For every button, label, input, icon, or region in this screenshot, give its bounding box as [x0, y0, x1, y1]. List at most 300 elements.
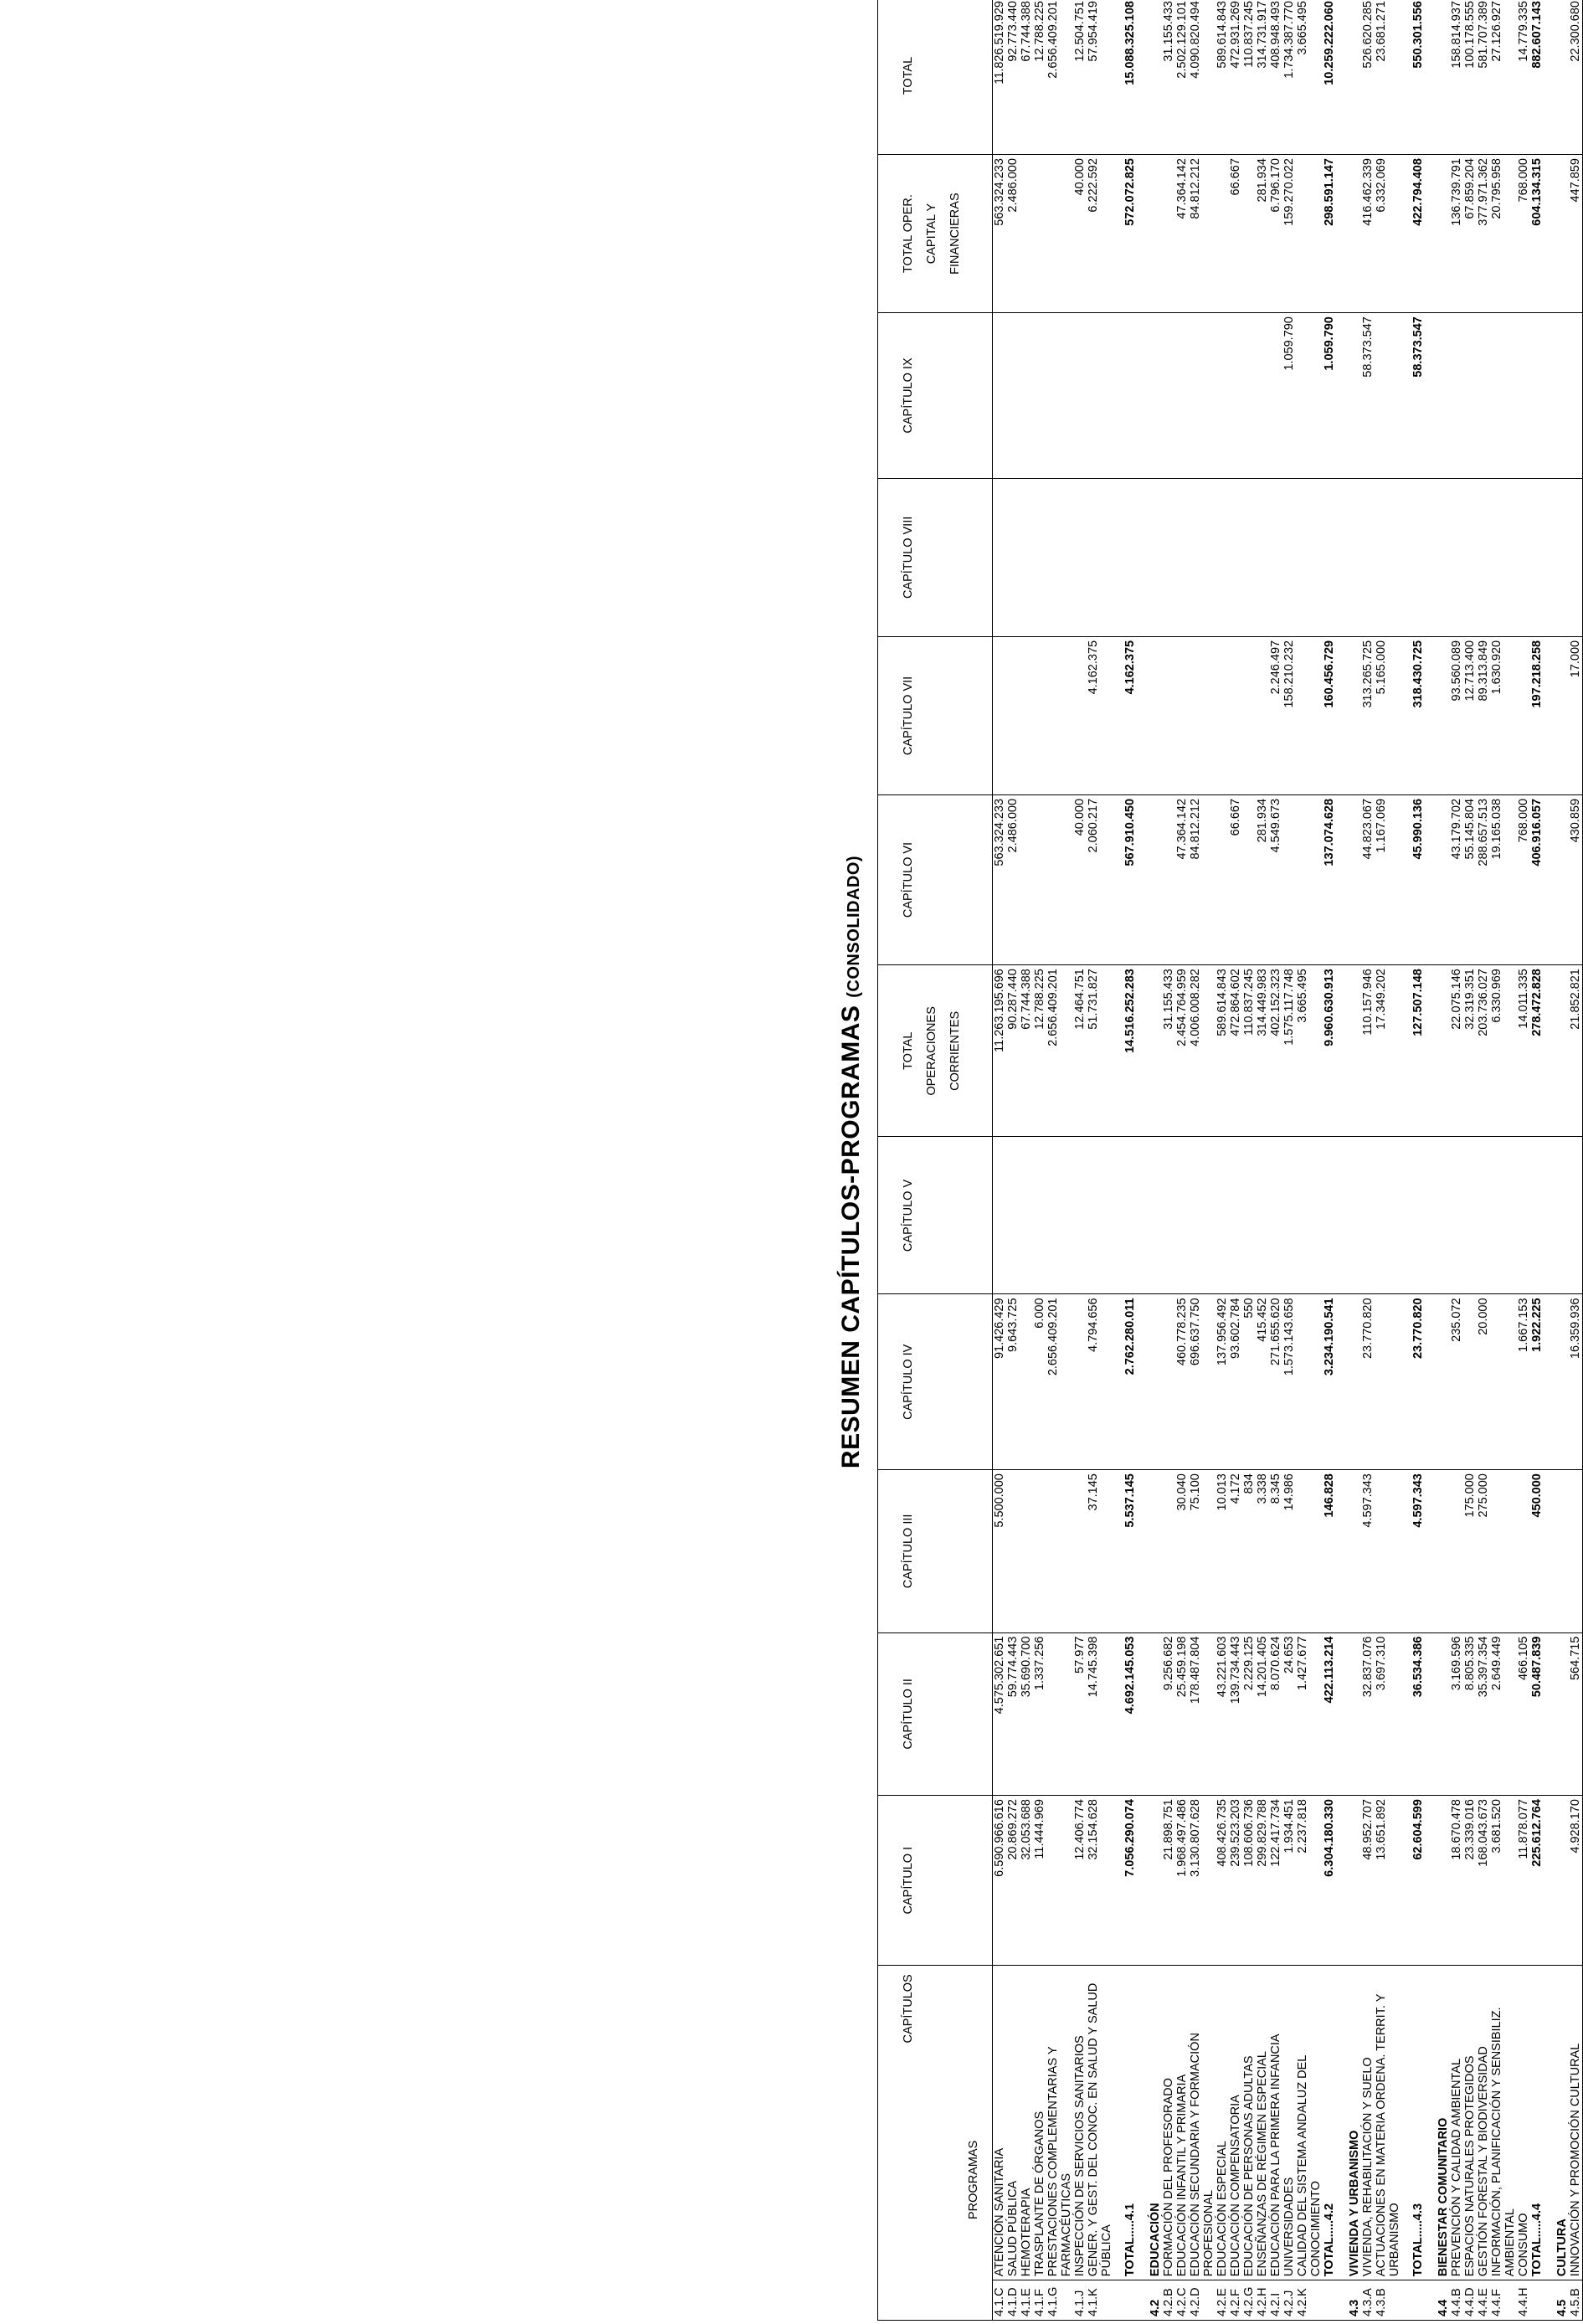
value-cell-t: 31.155.433	[1162, 0, 1175, 155]
program-code-cell	[1401, 2280, 1425, 2321]
value-cell-c6	[1033, 794, 1046, 964]
value-cell-c9	[1336, 313, 1361, 479]
program-code-cell: 4.2.E	[1216, 2280, 1229, 2321]
value-cell-c3	[1006, 1470, 1020, 1632]
value-cell-c1: 408.426.735	[1216, 1796, 1229, 1966]
value-cell-c7	[1006, 636, 1020, 794]
program-name-cell: VIVIENDA, REHABILITACIÓN Y SUELO	[1361, 1966, 1375, 2280]
program-name-cell: HEMOTERAPIA	[1020, 1966, 1033, 2280]
value-cell-c4	[1162, 1294, 1175, 1470]
value-cell-c4	[1073, 1294, 1087, 1470]
value-cell-c4: 235.072	[1450, 1294, 1463, 1470]
program-name-cell: GENER. Y GEST. DEL CONOC. EN SALUD Y SALUD PÚBLICA	[1087, 1966, 1113, 2280]
value-cell-tc: 11.263.195.696	[993, 965, 1007, 1137]
title-subtitle: (CONSOLIDADO)	[845, 855, 863, 998]
program-code-cell: 4.2.I	[1269, 2280, 1282, 2321]
program-code-cell: 4.4.B	[1450, 2280, 1463, 2321]
value-cell-c6: 44.823.067	[1361, 794, 1375, 964]
value-cell-c3: 146.828	[1323, 1470, 1336, 1632]
value-cell-t	[1336, 0, 1361, 155]
value-cell-c9	[1216, 313, 1229, 479]
value-cell-t: 581.707.389	[1477, 0, 1490, 155]
table-row	[1477, 0, 1490, 2321]
value-cell-c6	[1282, 794, 1296, 964]
value-cell-c6: 281.934	[1256, 794, 1269, 964]
value-cell-c4: 460.778.235	[1175, 1294, 1189, 1470]
value-cell-c8	[1006, 478, 1020, 636]
value-cell-to: 563.324.233	[993, 155, 1007, 313]
program-code-cell: 4.2.B	[1162, 2280, 1175, 2321]
value-cell-c3: 5.500.000	[993, 1470, 1007, 1632]
value-cell-c7	[1242, 636, 1256, 794]
value-cell-tc	[1425, 965, 1450, 1137]
value-cell-c6: 563.324.233	[993, 794, 1007, 964]
value-cell-c8	[1020, 478, 1033, 636]
value-cell-c5	[1006, 1137, 1020, 1294]
value-cell-c8	[1137, 478, 1162, 636]
value-cell-c1: 48.952.707	[1361, 1796, 1375, 1966]
value-cell-c8	[1162, 478, 1175, 636]
value-cell-c5	[1336, 1137, 1361, 1294]
total-row	[1113, 0, 1137, 2321]
table-row	[1162, 0, 1175, 2321]
value-cell-c8	[1336, 478, 1361, 636]
header-total-corr-line3: CORRIENTES	[948, 1010, 962, 1091]
value-cell-c9	[1490, 313, 1517, 479]
value-cell-c1: 299.829.788	[1256, 1796, 1269, 1966]
value-cell-c2: 139.734.443	[1229, 1632, 1242, 1795]
value-cell-c3	[1569, 1470, 1583, 1632]
value-cell-c9	[1113, 313, 1137, 479]
table-row	[1450, 0, 1463, 2321]
program-name-cell: PRESTACIONES COMPLEMENTARIAS Y FARMACÉUTICAS	[1046, 1966, 1073, 2280]
value-cell-t	[1137, 0, 1162, 155]
value-cell-tc: 51.731.827	[1087, 965, 1113, 1137]
value-cell-c3	[1375, 1470, 1401, 1632]
header-cap5: CAPÍTULO V	[878, 1137, 993, 1294]
value-cell-c8	[1113, 478, 1137, 636]
value-cell-c5	[1189, 1137, 1216, 1294]
value-cell-to: 416.462.339	[1361, 155, 1375, 313]
value-cell-c3: 4.597.343	[1361, 1470, 1375, 1632]
value-cell-tc: 278.472.828	[1530, 965, 1544, 1137]
value-cell-c5	[1463, 1137, 1477, 1294]
value-cell-c2: 35.397.354	[1477, 1632, 1490, 1795]
value-cell-c5	[1162, 1137, 1175, 1294]
value-cell-c9	[1162, 313, 1175, 479]
header-cap1: CAPÍTULO I	[878, 1796, 993, 1966]
table-row	[1020, 0, 1033, 2321]
value-cell-tc: 21.852.821	[1569, 965, 1583, 1137]
value-cell-c9: 58.373.547	[1401, 313, 1425, 479]
value-cell-c4: 6.000	[1033, 1294, 1046, 1470]
value-cell-t: 314.731.917	[1256, 0, 1269, 155]
value-cell-c4: 550	[1242, 1294, 1256, 1470]
program-name-cell: TOTAL.....4.4	[1530, 1966, 1544, 2280]
value-cell-t: 10.259.222.060	[1323, 0, 1336, 155]
total-row	[1530, 0, 1544, 2321]
value-cell-c5	[1323, 1137, 1336, 1294]
value-cell-tc: 6.330.969	[1490, 965, 1517, 1137]
value-cell-c7	[1296, 636, 1323, 794]
value-cell-t: 158.814.937	[1450, 0, 1463, 155]
value-cell-t: 1.734.387.770	[1282, 0, 1296, 155]
value-cell-to: 40.000	[1073, 155, 1087, 313]
value-cell-to: 66.667	[1229, 155, 1242, 313]
table-row	[1269, 0, 1282, 2321]
value-cell-c6: 66.667	[1229, 794, 1242, 964]
value-cell-t: 2.502.129.101	[1175, 0, 1189, 155]
value-cell-c4: 91.426.429	[993, 1294, 1007, 1470]
value-cell-t: 110.837.245	[1242, 0, 1256, 155]
value-cell-c2: 24.653	[1282, 1632, 1296, 1795]
value-cell-c2: 2.229.125	[1242, 1632, 1256, 1795]
program-name-cell: BIENESTAR COMUNITARIO	[1425, 1966, 1450, 2280]
value-cell-c2: 57.977	[1073, 1632, 1087, 1795]
value-cell-to: 84.812.212	[1189, 155, 1216, 313]
value-cell-t: 15.088.325.108	[1113, 0, 1137, 155]
value-cell-c9	[1087, 313, 1113, 479]
value-cell-c7	[1020, 636, 1033, 794]
value-cell-c8	[1073, 478, 1087, 636]
program-name-cell: ESPACIOS NATURALES PROTEGIDOS	[1463, 1966, 1477, 2280]
value-cell-c1: 3.130.807.628	[1189, 1796, 1216, 1966]
value-cell-c2: 14.201.405	[1256, 1632, 1269, 1795]
value-cell-c1: 6.590.966.616	[993, 1796, 1007, 1966]
value-cell-c9	[1450, 313, 1463, 479]
value-cell-to: 377.971.362	[1477, 155, 1490, 313]
value-cell-c3: 4.172	[1229, 1470, 1242, 1632]
value-cell-c4: 9.643.725	[1006, 1294, 1020, 1470]
value-cell-t: 3.665.495	[1296, 0, 1323, 155]
value-cell-c5	[1530, 1137, 1544, 1294]
value-cell-to: 768.000	[1517, 155, 1530, 313]
value-cell-c7	[1137, 636, 1162, 794]
value-cell-c1: 168.043.673	[1477, 1796, 1490, 1966]
program-name-cell: EDUCACIÓN SECUNDARIA Y FORMACIÓN PROFESIONAL	[1189, 1966, 1216, 2280]
value-cell-c2: 422.113.214	[1323, 1632, 1336, 1795]
value-cell-c5	[1269, 1137, 1282, 1294]
value-cell-c6: 406.916.057	[1530, 794, 1544, 964]
value-cell-c5	[1046, 1137, 1073, 1294]
program-code-cell: 4.5.B	[1569, 2280, 1583, 2321]
value-cell-c5	[1073, 1137, 1087, 1294]
value-cell-t: 23.681.271	[1375, 0, 1401, 155]
value-cell-tc	[1336, 965, 1361, 1137]
title-main: RESUMEN CAPÍTULOS-PROGRAMAS	[837, 1005, 865, 1469]
value-cell-c6	[1296, 794, 1323, 964]
program-code-cell: 4.2.C	[1175, 2280, 1189, 2321]
value-cell-c6: 768.000	[1517, 794, 1530, 964]
value-cell-c8	[1296, 478, 1323, 636]
value-cell-c8	[1569, 478, 1583, 636]
value-cell-c3: 175.000	[1463, 1470, 1477, 1632]
total-row	[1323, 0, 1336, 2321]
value-cell-c9: 1.059.790	[1323, 313, 1336, 479]
value-cell-c3	[1544, 1470, 1569, 1632]
value-cell-c7: 12.713.400	[1463, 636, 1477, 794]
header-capitulos: CAPÍTULOS	[902, 1974, 915, 2044]
value-cell-c7: 17.000	[1569, 636, 1583, 794]
table-row	[1517, 0, 1530, 2321]
value-cell-to: 281.934	[1256, 155, 1269, 313]
value-cell-c5	[1477, 1137, 1490, 1294]
program-code-cell: 4.2.J	[1282, 2280, 1296, 2321]
program-code-cell	[1323, 2280, 1336, 2321]
program-name-cell: CONSUMO	[1517, 1966, 1530, 2280]
value-cell-tc: 589.614.843	[1216, 965, 1229, 1137]
value-cell-c5	[1490, 1137, 1517, 1294]
program-code-cell: 4.4	[1425, 2280, 1450, 2321]
section-header-row	[1336, 0, 1361, 2321]
value-cell-c8	[1401, 478, 1425, 636]
value-cell-tc: 402.152.323	[1269, 965, 1282, 1137]
value-cell-c3: 37.145	[1087, 1470, 1113, 1632]
value-cell-c7: 197.218.258	[1530, 636, 1544, 794]
value-cell-c5	[1033, 1137, 1046, 1294]
value-cell-c9	[1137, 313, 1162, 479]
header-total-oper-capital	[878, 155, 993, 313]
value-cell-c3: 75.100	[1189, 1470, 1216, 1632]
value-cell-tc: 67.744.388	[1020, 965, 1033, 1137]
program-name-cell: SALUD PÚBLICA	[1006, 1966, 1020, 2280]
program-name-cell: EDUCACIÓN ESPECIAL	[1216, 1966, 1229, 2280]
value-cell-c8	[1033, 478, 1046, 636]
value-cell-c6: 1.167.069	[1375, 794, 1401, 964]
program-name-cell: ACTUACIONES EN MATERIA ORDENA. TERRIT. Y URBANISMO	[1375, 1966, 1401, 2280]
value-cell-c7: 89.313.849	[1477, 636, 1490, 794]
value-cell-c5	[1229, 1137, 1242, 1294]
value-cell-c8	[1087, 478, 1113, 636]
value-cell-to: 67.859.204	[1463, 155, 1477, 313]
value-cell-c6	[1020, 794, 1033, 964]
value-cell-c6	[1137, 794, 1162, 964]
value-cell-c3	[1020, 1470, 1033, 1632]
table-row	[1361, 0, 1375, 2321]
value-cell-c6	[1046, 794, 1073, 964]
value-cell-c3: 275.000	[1477, 1470, 1490, 1632]
value-cell-tc: 203.736.027	[1477, 965, 1490, 1137]
program-code-cell: 4.1.D	[1006, 2280, 1020, 2321]
value-cell-c9	[1033, 313, 1046, 479]
program-code-cell: 4.2.D	[1189, 2280, 1216, 2321]
value-cell-c3: 834	[1242, 1470, 1256, 1632]
value-cell-c8	[1361, 478, 1375, 636]
program-code-cell: 4.1.F	[1033, 2280, 1046, 2321]
value-cell-c7: 2.246.497	[1269, 636, 1282, 794]
program-code-cell: 4.4.F	[1490, 2280, 1517, 2321]
value-cell-c4	[1296, 1294, 1323, 1470]
value-cell-c4: 415.452	[1256, 1294, 1269, 1470]
value-cell-c8	[1490, 478, 1517, 636]
value-cell-c1: 11.444.969	[1033, 1796, 1046, 1966]
value-cell-c1: 108.606.736	[1242, 1796, 1256, 1966]
value-cell-c4	[1425, 1294, 1450, 1470]
value-cell-to: 422.794.408	[1401, 155, 1425, 313]
program-name-cell: FORMACIÓN DEL PROFESORADO	[1162, 1966, 1175, 2280]
value-cell-t: 57.954.419	[1087, 0, 1113, 155]
program-name-cell: UNIVERSIDADES	[1282, 1966, 1296, 2280]
value-cell-to	[1425, 155, 1450, 313]
value-cell-to	[1242, 155, 1256, 313]
value-cell-c3	[1336, 1470, 1361, 1632]
value-cell-to: 6.796.170	[1269, 155, 1282, 313]
header-programas: PROGRAMAS	[967, 2140, 980, 2219]
value-cell-c6: 137.074.628	[1323, 794, 1336, 964]
value-cell-c1: 1.968.497.486	[1175, 1796, 1189, 1966]
value-cell-to	[1137, 155, 1162, 313]
value-cell-c4: 3.234.190.541	[1323, 1294, 1336, 1470]
table-row	[1256, 0, 1269, 2321]
table-row	[1229, 0, 1242, 2321]
value-cell-c4: 2.762.280.011	[1113, 1294, 1137, 1470]
value-cell-c7	[1336, 636, 1361, 794]
value-cell-tc: 2.656.409.201	[1046, 965, 1073, 1137]
value-cell-c1: 18.670.478	[1450, 1796, 1463, 1966]
value-cell-c3	[1033, 1470, 1046, 1632]
value-cell-c3: 4.597.343	[1401, 1470, 1425, 1632]
value-cell-tc: 22.075.146	[1450, 965, 1463, 1137]
value-cell-c7: 318.430.725	[1401, 636, 1425, 794]
value-cell-c7: 313.265.725	[1361, 636, 1375, 794]
value-cell-c4: 696.637.750	[1189, 1294, 1216, 1470]
value-cell-c8	[1517, 478, 1530, 636]
value-cell-c6	[1425, 794, 1450, 964]
value-cell-c4: 271.655.620	[1269, 1294, 1282, 1470]
value-cell-c5	[1569, 1137, 1583, 1294]
header-cap3: CAPÍTULO III	[878, 1470, 993, 1632]
value-cell-c5	[1242, 1137, 1256, 1294]
value-cell-to: 47.364.142	[1175, 155, 1189, 313]
value-cell-c4: 137.956.492	[1216, 1294, 1229, 1470]
value-cell-c5	[1020, 1137, 1033, 1294]
value-cell-c3: 10.013	[1216, 1470, 1229, 1632]
table-row	[1189, 0, 1216, 2321]
value-cell-t	[1544, 0, 1569, 155]
program-code-cell: 4.5	[1544, 2280, 1569, 2321]
value-cell-c8	[1216, 478, 1229, 636]
value-cell-t: 92.773.440	[1006, 0, 1020, 155]
program-code-cell: 4.1.K	[1087, 2280, 1113, 2321]
value-cell-c5	[1137, 1137, 1162, 1294]
value-cell-to	[1336, 155, 1361, 313]
value-cell-c1: 20.869.272	[1006, 1796, 1020, 1966]
value-cell-c7	[1517, 636, 1530, 794]
value-cell-c5	[1517, 1137, 1530, 1294]
program-name-cell: ENSEÑANZAS DE RÉGIMEN ESPECIAL	[1256, 1966, 1269, 2280]
value-cell-c6: 430.859	[1569, 794, 1583, 964]
value-cell-c3	[1517, 1470, 1530, 1632]
total-row	[1401, 0, 1425, 2321]
value-cell-c4	[1490, 1294, 1517, 1470]
value-cell-c1	[1544, 1796, 1569, 1966]
program-name-cell: EDUCACIÓN INFANTIL Y PRIMARIA	[1175, 1966, 1189, 2280]
value-cell-c7: 4.162.375	[1087, 636, 1113, 794]
value-cell-c5	[1401, 1137, 1425, 1294]
program-code-cell: 4.1.E	[1020, 2280, 1033, 2321]
value-cell-c7	[1229, 636, 1242, 794]
value-cell-c9	[1046, 313, 1073, 479]
program-name-cell: INSPECCIÓN DE SERVICIOS SANITARIOS	[1073, 1966, 1087, 2280]
program-code-cell: 4.2	[1137, 2280, 1162, 2321]
value-cell-tc: 90.287.440	[1006, 965, 1020, 1137]
value-cell-c2	[1544, 1632, 1569, 1795]
value-cell-c7	[1033, 636, 1046, 794]
value-cell-to	[1046, 155, 1073, 313]
program-name-cell: VIVIENDA Y URBANISMO	[1336, 1966, 1361, 2280]
value-cell-t: 100.178.555	[1463, 0, 1477, 155]
value-cell-to: 604.134.315	[1530, 155, 1544, 313]
header-total-corrientes	[878, 965, 993, 1137]
value-cell-c7	[1073, 636, 1087, 794]
value-cell-c7	[1544, 636, 1569, 794]
value-cell-tc: 4.006.008.282	[1189, 965, 1216, 1137]
value-cell-c3	[1450, 1470, 1463, 1632]
program-name-cell: INFORMACIÓN, PLANIFICACIÓN Y SENSIBILIZ. AMBIENTAL	[1490, 1966, 1517, 2280]
value-cell-c2: 466.105	[1517, 1632, 1530, 1795]
section-header-row	[1544, 0, 1569, 2321]
value-cell-c1: 21.898.751	[1162, 1796, 1175, 1966]
value-cell-c8	[1269, 478, 1282, 636]
value-cell-c4: 2.656.409.201	[1046, 1294, 1073, 1470]
program-code-cell: 4.2.G	[1242, 2280, 1256, 2321]
value-cell-c3: 8.345	[1269, 1470, 1282, 1632]
value-cell-c4: 1.922.225	[1530, 1294, 1544, 1470]
value-cell-c8	[1282, 478, 1296, 636]
value-cell-c2: 178.487.804	[1189, 1632, 1216, 1795]
value-cell-c4: 23.770.820	[1361, 1294, 1375, 1470]
value-cell-c2: 50.487.839	[1530, 1632, 1544, 1795]
value-cell-c3	[1490, 1470, 1517, 1632]
value-cell-c9	[1296, 313, 1323, 479]
value-cell-c5	[1375, 1137, 1401, 1294]
value-cell-to	[1020, 155, 1033, 313]
value-cell-c3: 30.040	[1175, 1470, 1189, 1632]
value-cell-c6: 47.364.142	[1175, 794, 1189, 964]
program-name-cell: TRASPLANTE DE ÓRGANOS	[1033, 1966, 1046, 2280]
value-cell-c7	[1256, 636, 1269, 794]
table-row	[1216, 0, 1229, 2321]
value-cell-tc: 110.837.245	[1242, 965, 1256, 1137]
value-cell-to	[1216, 155, 1229, 313]
table-row	[1073, 0, 1087, 2321]
value-cell-t: 408.948.493	[1269, 0, 1282, 155]
value-cell-c2: 59.774.443	[1006, 1632, 1020, 1795]
value-cell-c2: 8.070.624	[1269, 1632, 1282, 1795]
value-cell-to	[1162, 155, 1175, 313]
value-cell-c1: 6.304.180.330	[1323, 1796, 1336, 1966]
value-cell-c1	[1425, 1796, 1450, 1966]
value-cell-t: 14.779.335	[1517, 0, 1530, 155]
value-cell-c7: 1.630.920	[1490, 636, 1517, 794]
value-cell-c6: 45.990.136	[1401, 794, 1425, 964]
value-cell-c1: 23.339.016	[1463, 1796, 1477, 1966]
program-name-cell: CALIDAD DEL SISTEMA ANDALUZ DEL CONOCIMIENTO	[1296, 1966, 1323, 2280]
value-cell-c4: 16.359.936	[1569, 1294, 1583, 1470]
program-code-cell	[1530, 2280, 1544, 2321]
value-cell-c7	[1162, 636, 1175, 794]
value-cell-c4	[1463, 1294, 1477, 1470]
table-row	[1490, 0, 1517, 2321]
program-code-cell: 4.1.C	[993, 2280, 1007, 2321]
header-cap6: CAPÍTULO VI	[878, 794, 993, 964]
value-cell-c2: 9.256.682	[1162, 1632, 1175, 1795]
value-cell-to: 6.222.592	[1087, 155, 1113, 313]
program-code-cell: 4.3	[1336, 2280, 1361, 2321]
value-cell-c8	[1425, 478, 1450, 636]
value-cell-c1	[1137, 1796, 1162, 1966]
program-code-cell: 4.2.H	[1256, 2280, 1269, 2321]
